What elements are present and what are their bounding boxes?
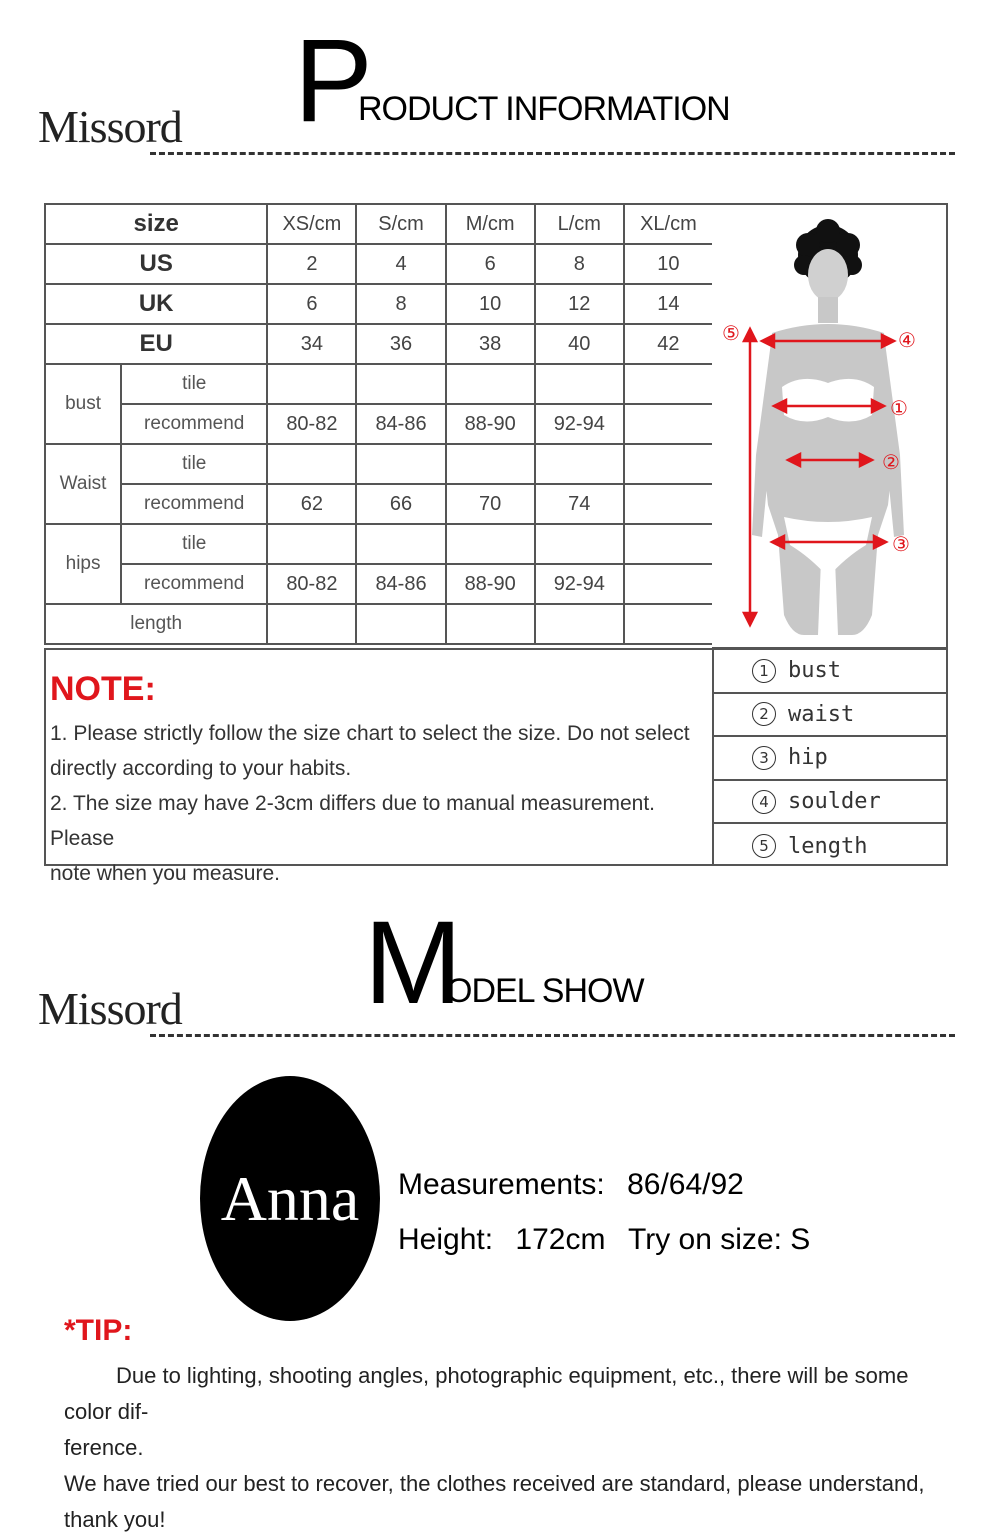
legend-label: bust <box>788 658 841 684</box>
legend-number: 5 <box>752 834 776 858</box>
table-cell: 84-86 <box>356 404 445 444</box>
table-cell: 62 <box>267 484 356 524</box>
table-cell: 84-86 <box>356 564 445 604</box>
table-cell: 88-90 <box>446 404 535 444</box>
measurements-value: 86/64/92 <box>627 1168 744 1201</box>
table-row <box>45 484 713 524</box>
body-silhouette <box>752 249 904 635</box>
tip-text <box>64 1358 944 1538</box>
table-cell <box>356 604 445 644</box>
note-panel <box>44 648 714 885</box>
table-cell: 8 <box>356 284 445 324</box>
table-row <box>45 444 713 484</box>
column-header: S/cm <box>356 204 445 244</box>
column-header: size <box>45 204 267 244</box>
header-divider <box>150 1034 955 1037</box>
legend-item-length <box>712 824 946 868</box>
table-cell: 92-94 <box>535 564 624 604</box>
row-label: UK <box>45 284 267 324</box>
table-cell <box>446 364 535 404</box>
row-label: length <box>45 604 267 644</box>
row-sublabel: tile <box>121 524 267 564</box>
table-cell <box>624 524 713 564</box>
table-cell <box>535 444 624 484</box>
table-row <box>45 244 713 284</box>
table-cell <box>624 444 713 484</box>
table-cell: 2 <box>267 244 356 284</box>
table-row <box>45 604 713 644</box>
table-cell: 88-90 <box>446 564 535 604</box>
legend-label: length <box>788 833 868 859</box>
table-cell: 36 <box>356 324 445 364</box>
note-line: note when you measure. <box>50 862 280 885</box>
note-title: NOTE: <box>50 670 156 708</box>
legend-number: 3 <box>752 746 776 770</box>
model-tryon-size <box>628 1223 810 1257</box>
note-line: directly according to your habits. <box>50 757 352 780</box>
table-cell: 74 <box>535 484 624 524</box>
table-cell <box>356 524 445 564</box>
table-cell: 40 <box>535 324 624 364</box>
tip-line: ference. <box>64 1435 144 1460</box>
measurement-legend <box>712 648 948 866</box>
header-divider <box>150 152 955 155</box>
tip-line: Due to lighting, shooting angles, photographic equipment, etc., there will be some color dif- <box>64 1363 909 1424</box>
model-measurements <box>398 1168 744 1202</box>
table-cell: 14 <box>624 284 713 324</box>
row-group-label: bust <box>45 364 121 444</box>
table-cell: 6 <box>267 284 356 324</box>
table-cell: 38 <box>446 324 535 364</box>
model-height <box>398 1223 605 1257</box>
height-label: Height: <box>398 1223 494 1256</box>
table-cell <box>267 524 356 564</box>
legend-label: waist <box>788 701 855 727</box>
table-cell <box>535 604 624 644</box>
measurements-label: Measurements: <box>398 1168 605 1201</box>
table-cell: 92-94 <box>535 404 624 444</box>
section-title-initial: M <box>364 897 463 1029</box>
table-cell <box>624 564 713 604</box>
note-text <box>50 716 710 891</box>
table-cell: 10 <box>446 284 535 324</box>
row-sublabel: tile <box>121 444 267 484</box>
table-cell <box>267 604 356 644</box>
table-row <box>45 564 713 604</box>
table-row <box>45 284 713 324</box>
row-group-label: hips <box>45 524 121 604</box>
table-cell: 12 <box>535 284 624 324</box>
brand-logo: Missord <box>38 101 182 152</box>
table-cell: 10 <box>624 244 713 284</box>
table-row <box>45 364 713 404</box>
table-cell: 6 <box>446 244 535 284</box>
column-header: L/cm <box>535 204 624 244</box>
section-title: RODUCT INFORMATION <box>358 90 730 128</box>
legend-label: hip <box>788 745 828 771</box>
waist-mark: ② <box>882 450 900 474</box>
row-sublabel: recommend <box>121 404 267 444</box>
note-line: 2. The size may have 2-3cm differs due to manual measurement. Please <box>50 792 656 850</box>
table-cell <box>535 364 624 404</box>
table-cell <box>267 364 356 404</box>
table-row <box>45 524 713 564</box>
note-line: 1. Please strictly follow the size chart to select the size. Do not select <box>50 722 690 745</box>
body-measurement-figure <box>712 203 948 649</box>
row-label: US <box>45 244 267 284</box>
length-mark: ⑤ <box>722 321 740 345</box>
table-cell <box>446 444 535 484</box>
table-cell <box>446 604 535 644</box>
row-sublabel: recommend <box>121 564 267 604</box>
brand-logo: Missord <box>38 983 182 1034</box>
top-garment <box>782 379 874 422</box>
column-header: XL/cm <box>624 204 713 244</box>
table-cell: 34 <box>267 324 356 364</box>
table-row <box>45 324 713 364</box>
size-chart-table <box>44 203 714 645</box>
section-title: ODEL SHOW <box>446 972 644 1010</box>
table-cell: 80-82 <box>267 404 356 444</box>
table-header-row <box>45 204 713 244</box>
legend-number: 1 <box>752 659 776 683</box>
legend-item-waist <box>712 694 946 738</box>
tip-title: *TIP: <box>64 1314 133 1347</box>
legend-item-hip <box>712 737 946 781</box>
tryon-value: S <box>790 1223 811 1256</box>
table-cell <box>446 524 535 564</box>
table-cell <box>535 524 624 564</box>
table-row <box>45 404 713 444</box>
table-cell <box>624 484 713 524</box>
table-cell: 8 <box>535 244 624 284</box>
table-cell <box>624 404 713 444</box>
legend-number: 2 <box>752 702 776 726</box>
model-name: Anna <box>220 1162 360 1234</box>
model-name-badge <box>200 1076 380 1321</box>
row-group-label: Waist <box>45 444 121 524</box>
legend-item-shoulder <box>712 781 946 825</box>
table-cell <box>267 444 356 484</box>
column-header: XS/cm <box>267 204 356 244</box>
body-silhouette-illustration <box>712 205 946 649</box>
table-cell <box>356 444 445 484</box>
hip-mark: ③ <box>892 532 910 556</box>
table-cell: 42 <box>624 324 713 364</box>
row-sublabel: tile <box>121 364 267 404</box>
table-cell: 66 <box>356 484 445 524</box>
legend-number: 4 <box>752 790 776 814</box>
legend-item-bust <box>712 650 946 694</box>
row-sublabel: recommend <box>121 484 267 524</box>
legend-label: soulder <box>788 789 881 815</box>
section-title-initial: P <box>294 15 373 147</box>
row-label: EU <box>45 324 267 364</box>
shoulder-mark: ④ <box>898 328 916 352</box>
bust-mark: ① <box>890 396 908 420</box>
tip-line: We have tried our best to recover, the clothes received are standard, please understand, thank you! <box>64 1471 925 1532</box>
tryon-label: Try on size: <box>628 1223 782 1256</box>
table-cell <box>624 604 713 644</box>
table-cell: 4 <box>356 244 445 284</box>
table-cell: 70 <box>446 484 535 524</box>
height-value: 172cm <box>515 1223 606 1256</box>
table-cell <box>356 364 445 404</box>
table-cell <box>624 364 713 404</box>
column-header: M/cm <box>446 204 535 244</box>
table-cell: 80-82 <box>267 564 356 604</box>
